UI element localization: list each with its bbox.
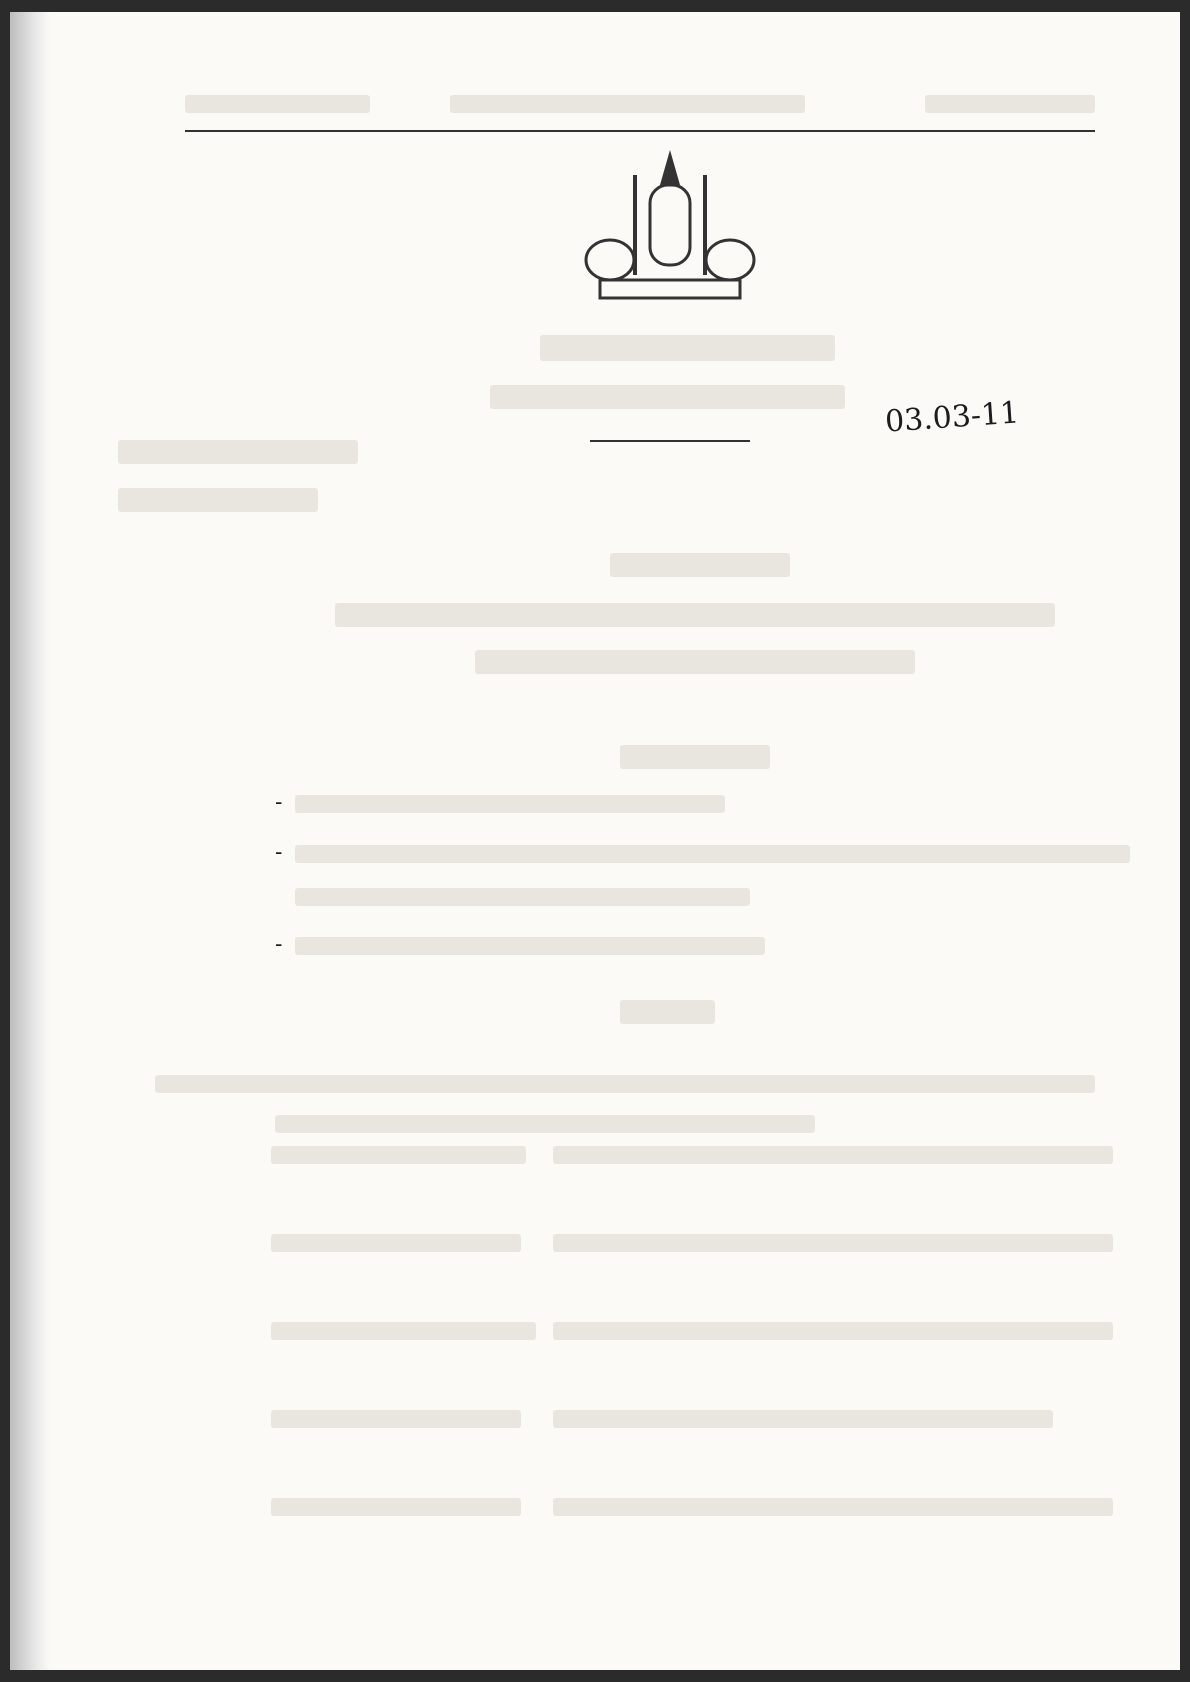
table-row: [270, 1497, 1140, 1585]
preamble-item-1-placeholder: [295, 795, 725, 813]
decision-subject-line-2-placeholder: [475, 650, 915, 674]
page-binding-shadow: [10, 12, 50, 1670]
member-role-placeholder: [553, 1410, 1053, 1428]
reference-number-placeholder: [118, 488, 318, 512]
article-1-line-1-placeholder: [155, 1075, 1095, 1093]
member-table: [270, 1145, 1140, 1585]
preamble-bullet-3: -: [275, 932, 283, 957]
table-row: [270, 1409, 1140, 1497]
table-row: [270, 1321, 1140, 1409]
member-role-placeholder: [553, 1498, 1113, 1516]
header-rule: [185, 130, 1095, 132]
decision-subject-line-1-placeholder: [335, 603, 1055, 627]
issuing-body-heading-placeholder: [620, 745, 770, 769]
decision-title-placeholder: [610, 553, 790, 577]
member-name-placeholder: [271, 1410, 521, 1428]
handwritten-note: 03.03-11: [883, 395, 1021, 440]
issuer-placeholder: [118, 440, 358, 464]
preamble-item-3-placeholder: [295, 937, 765, 955]
member-name-placeholder: [271, 1322, 536, 1340]
member-role-placeholder: [553, 1322, 1113, 1340]
member-name-placeholder: [271, 1498, 521, 1516]
header-page-placeholder: [925, 95, 1095, 113]
table-row: [270, 1145, 1140, 1233]
preamble-bullet-1: -: [275, 790, 283, 815]
table-row: [270, 1233, 1140, 1321]
preamble-bullet-2: -: [275, 840, 283, 865]
article-1-line-2-placeholder: [275, 1115, 815, 1133]
member-name-placeholder: [271, 1234, 521, 1252]
national-motto-placeholder: [490, 385, 845, 409]
member-name-placeholder: [271, 1146, 526, 1164]
decides-heading-placeholder: [620, 1000, 715, 1024]
header-date-placeholder: [450, 95, 805, 113]
member-role-placeholder: [553, 1146, 1113, 1164]
decorative-divider: [590, 440, 750, 442]
preamble-item-2-line-1-placeholder: [295, 845, 1130, 863]
header-issue-placeholder: [185, 95, 370, 113]
preamble-item-2-line-2-placeholder: [295, 888, 750, 906]
kingdom-title-placeholder: [540, 335, 835, 361]
member-role-placeholder: [553, 1234, 1113, 1252]
royal-coat-of-arms-icon: [580, 145, 760, 305]
